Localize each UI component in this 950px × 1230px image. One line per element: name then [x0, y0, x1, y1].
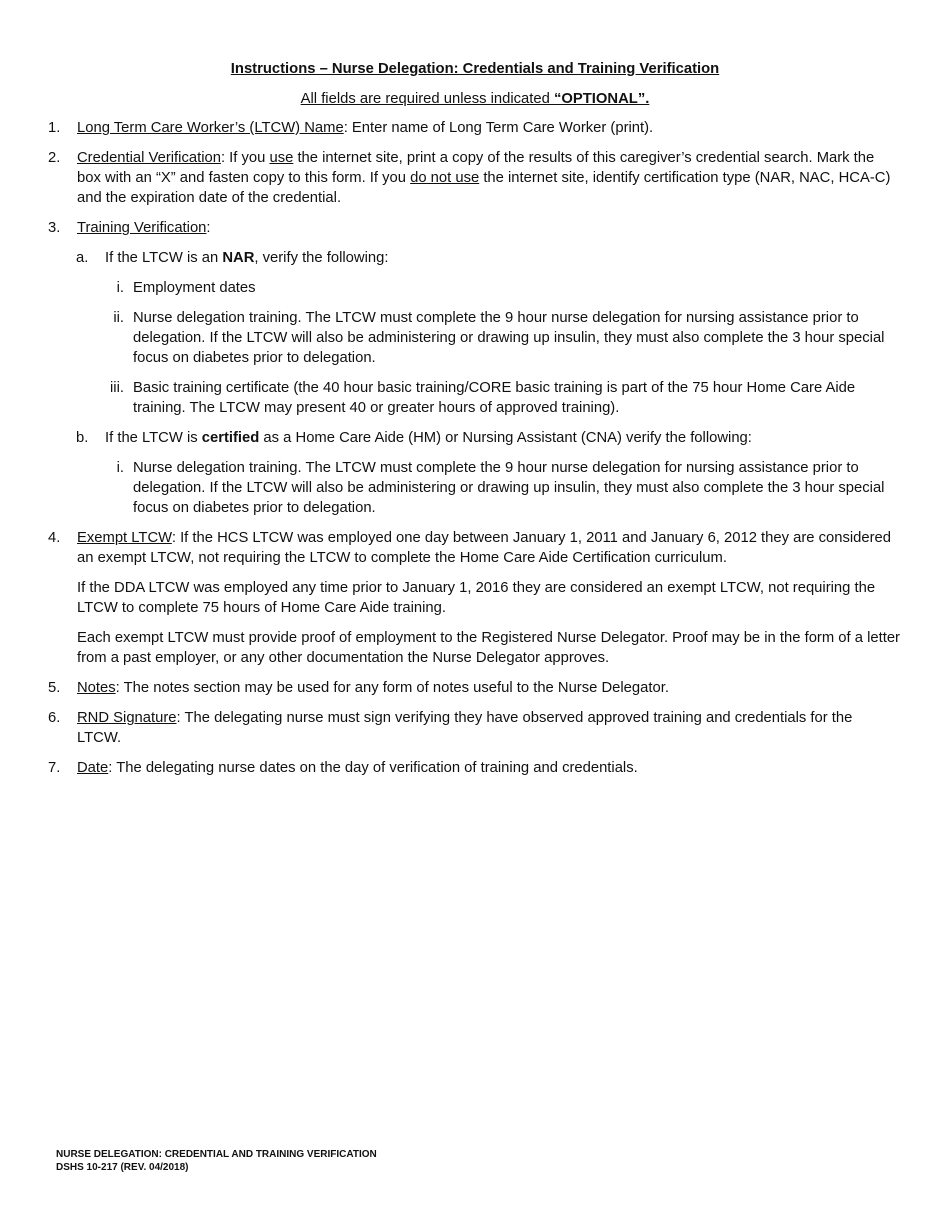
item-text: : If you [220, 150, 270, 166]
sub-sub-item-text: Employment dates [133, 280, 256, 296]
list-item-4 [48, 528, 900, 668]
item-label: Notes [77, 680, 116, 696]
sub-sub-item-a-ii [48, 308, 900, 368]
subtitle-optional: “OPTIONAL”. [553, 91, 650, 107]
sub-item-letter: a. [76, 250, 89, 266]
subtitle-prefix: All fields are required unless indicated [300, 91, 554, 107]
item-label: Credential Verification [77, 150, 221, 166]
item-text: the internet site, print a copy of the results of this caregiver’s credential search. Mark the box with an “X” and fasten copy to this form. If you [77, 150, 875, 186]
sub-item-text: If the LTCW is [105, 430, 202, 446]
form-footer [56, 1148, 377, 1174]
item-text: : If the HCS LTCW was employed one day between January 1, 2011 and January 6, 2012 they are considered an exempt LTCW, not requiring the LTCW to complete the Home Care Aide Certification curriculum. [77, 530, 892, 566]
item-paragraph [77, 528, 900, 568]
item-number: 5. [48, 680, 61, 696]
sub-item-text: , verify the following: [254, 250, 389, 266]
item-number: 4. [48, 530, 61, 546]
list-item-1 [48, 118, 900, 138]
item-text: the internet site, identify certification type (NAR, NAC, HCA-C) and the expiration date of the credential. [77, 170, 891, 206]
item-text: : The delegating nurse dates on the day of verification of training and credentials. [108, 760, 638, 776]
sub-sub-item-text: Nurse delegation training. The LTCW must complete the 9 hour nurse delegation for nursing assistance prior to delegation. If the LTCW will also be administering or drawing up insulin, they must also complete the 3 hour special focus on diabetes prior to delegation. [133, 460, 885, 516]
list-item-3 [48, 218, 900, 238]
item-number: 3. [48, 220, 61, 236]
sub-item-text: as a Home Care Aide (HM) or Nursing Assistant (CNA) verify the following: [259, 430, 752, 446]
sub-sub-item-a-iii [48, 378, 900, 418]
roman-numeral: iii. [110, 380, 124, 396]
item-number: 6. [48, 710, 61, 726]
item-text: : The delegating nurse must sign verifying they have observed approved training and credentials for the LTCW. [77, 710, 853, 746]
item-number: 1. [48, 120, 61, 136]
roman-numeral: i. [116, 280, 124, 296]
roman-numeral: ii. [113, 310, 124, 326]
instructions-list [48, 118, 900, 788]
sub-item-letter: b. [76, 430, 89, 446]
footer-form-title: NURSE DELEGATION: CREDENTIAL AND TRAINING VERIFICATION [56, 1149, 377, 1160]
item-text: : Enter name of Long Term Care Worker (print). [343, 120, 654, 136]
sub-sub-item-a-i [48, 278, 900, 298]
item-text: : The notes section may be used for any form of notes useful to the Nurse Delegator. [115, 680, 669, 696]
sub-sub-item-b-i [48, 458, 900, 518]
page-title: Instructions – Nurse Delegation: Credentials and Training Verification [230, 61, 720, 77]
item-label: Long Term Care Worker’s (LTCW) Name [77, 120, 344, 136]
item-label: RND Signature [77, 710, 177, 726]
item-label: Exempt LTCW [77, 530, 172, 546]
sub-item-bold: certified [201, 430, 260, 446]
item-paragraph: Each exempt LTCW must provide proof of employment to the Registered Nurse Delegator. Proof may be in the form of a letter from a past employer, or any other documentation the Nurse Delegator approves. [77, 630, 900, 666]
roman-numeral: i. [116, 460, 124, 476]
sub-item-b [48, 428, 900, 448]
item-text-use: use [269, 150, 294, 166]
page-subtitle [0, 89, 950, 109]
list-item-2 [48, 148, 900, 208]
item-label: Training Verification [77, 220, 207, 236]
sub-item-text: If the LTCW is an [105, 250, 223, 266]
sub-item-bold: NAR [222, 250, 255, 266]
list-item-6 [48, 708, 900, 748]
item-text-do-not-use: do not use [410, 170, 480, 186]
list-item-7 [48, 758, 900, 778]
sub-sub-item-text: Basic training certificate (the 40 hour basic training/CORE basic training is part of the 75 hour Home Care Aide training. The LTCW may present 40 or greater hours of approved training). [133, 380, 856, 416]
sub-sub-item-text: Nurse delegation training. The LTCW must complete the 9 hour nurse delegation for nursing assistance prior to delegation. If the LTCW will also be administering or drawing up insulin, they must also complete the 3 hour special focus on diabetes prior to delegation. [133, 310, 885, 366]
item-text: : [206, 220, 211, 236]
item-number: 2. [48, 150, 61, 166]
item-label: Date [77, 760, 109, 776]
item-number: 7. [48, 760, 61, 776]
footer-form-number: DSHS 10-217 (REV. 04/2018) [56, 1162, 189, 1173]
list-item-5 [48, 678, 900, 698]
sub-item-a [48, 248, 900, 268]
item-paragraph: If the DDA LTCW was employed any time prior to January 1, 2016 they are considered an exempt LTCW, not requiring the LTCW to complete 75 hours of Home Care Aide training. [77, 580, 876, 616]
